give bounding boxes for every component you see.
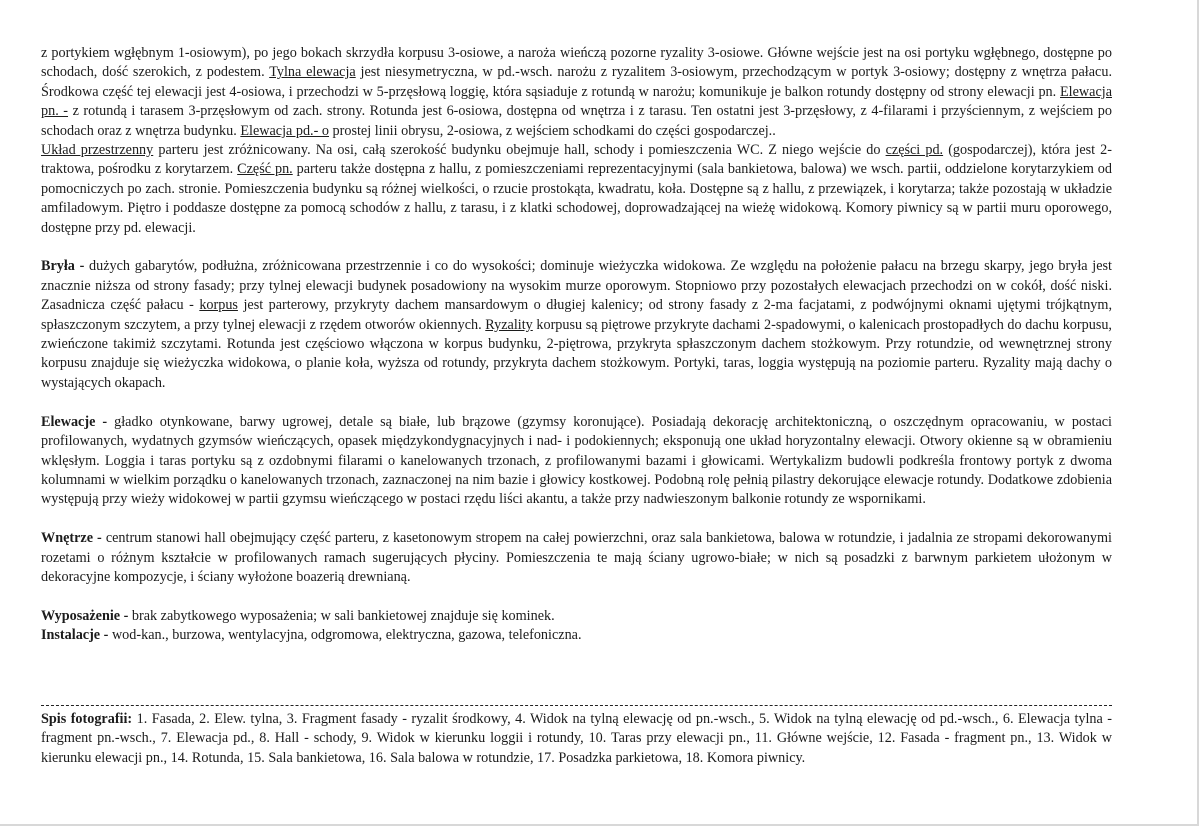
underlined-term: Część pn.: [237, 161, 293, 178]
underlined-term: korpus: [199, 297, 238, 314]
section-label: Elewacje -: [41, 413, 108, 430]
paragraph-wnetrze: Wnętrze - centrum stanowi hall obejmujący część parteru, z kasetonowym stropem na całej powierzchni, oraz sala bankietowa, balowa w rotundzie, i jadalnia ze stropami dekorowanymi rozetami o różnym kształcie w profilowanych ramach sugerujących płyciny. Pomieszczenia te mają ściany ugrowo-białe; w nich są posadzki z barwnym parkietem ułożonym w dekoracyjne kompozycje, i ściany wyłożone boazerią drewnianą.: [41, 530, 1112, 585]
section-label: Bryła -: [41, 258, 85, 275]
underlined-term: Elewacja pn. -: [41, 83, 1112, 120]
paragraph-spis: Spis fotografii: 1. Fasada, 2. Elew. tylna, 3. Fragment fasady - ryzalit środkowy, 4. Widok na tylną elewację od pn.-wsch., 5. Widok na tylną elewację od pd.-wsch., 6. Elewacja tylna - fragment pn.-wsch., 7. Elewacja pd., 8. Hall - schody, 9. Widok w kierunku loggii i rotundy, 10. Taras przy elewacji pn., 11. Główne wejście, 12. Fasada - fragment pn., 13. Widok w kierunku elewacji pn., 14. Rotunda, 15. Sala bankietowa, 16. Sala balowa w rotundzie, 17. Posadzka parkietowa, 18. Komora piwnicy.: [41, 711, 1112, 766]
paragraph-facade: z portykiem wgłębnym 1-osiowym), po jego bokach skrzydła korpusu 3-osiowe, a naroża wieńczą pozorne ryzality 3-osiowe. Główne wejście jest na osi portyku wgłębnego, dostępne po schodach, dość szerokich, z podestem. Tylna elewacja jest niesymetryczna, w pd.-wsch. narożu z ryzalitem 3-osiowym, przechodzącym w portyk 3-osiowy; dostępny z wnętrza pałacu. Środkowa część tej elewacji jest 4-osiowa, i przechodzi w 5-przęsłową loggię, która sąsiaduje z rotundą w narożu; komunikuje je balkon rotundy dostępny od strony elewacji pn. Elewacja pn. - z rotundą i tarasem 3-przęsłowym od zach. strony. Rotunda jest 6-osiowa, dostępna od wnętrza i z tarasu. Ten ostatni jest 3-przęsłowy, z 4-filarami i przyściennym, z wejściem po schodach oraz z wnętrza budynku. Elewacja pd.- o prostej linii obrysu, 2-osiowa, z wejściem schodkami do części gospodarczej..: [41, 45, 1112, 139]
section-label: Wyposażenie -: [41, 607, 129, 624]
section-label: Instalacje -: [41, 627, 109, 644]
section-label: Spis fotografii:: [41, 711, 133, 727]
section-label: Wnętrze -: [41, 530, 102, 547]
paragraph-elewacje: Elewacje - gładko otynkowane, barwy ugrowej, detale są białe, lub brązowe (gzymsy koronujące). Posiadają dekorację architektoniczną, o oszczędnym opracowaniu, w postaci profilowanych, wydatnych gzymsów wieńczących, opasek międzykondygnacyjnych i nad- i podokiennych; eksponują one układ horyzontalny elewacji. Otwory okienne są w obramieniu wklęsłym. Loggia i taras portyku są z ozdobnymi filarami o kanelowanych trzonach, z profilowanymi bazami i głowicami. Wertykalizm budowli podkreśla frontowy portyk z dwoma kolumnami w wielkim porządku o kanelowanych trzonach, zaznaczonej na nim bazie i głowicy kostkowej. Podobną rolę pełnią pilastry dekorujące elewacje rotundy. Dodatkowe zdobienia występują przy wieży widokowej w partii gzymsu wieńczącego w postaci rzędu liści akantu, a także przy nadwieszonym balkonie rotundy ze wspornikami.: [41, 413, 1113, 508]
paragraph-wyposazenie: Wyposażenie - brak zabytkowego wyposażenia; w sali bankietowej znajduje się kominek.: [41, 607, 555, 624]
underlined-term: Tylna elewacja: [269, 64, 356, 81]
underlined-term: Elewacja pd.- o: [240, 122, 329, 139]
underlined-term: Układ przestrzenny: [41, 142, 154, 159]
photo-list: [41, 710, 1112, 768]
dashed-divider: [41, 705, 1112, 706]
paragraph-bryla: Bryła - dużych gabarytów, podłużna, zróżnicowana przestrzennie i co do wysokości; dominuje wieżyczka widokowa. Ze względu na położenie pałacu na brzegu skarpy, jego bryła jest znacznie niższa od strony fasady; przy tylnej elewacji budynek posadowiony na wysokim murze oporowym. Stopniowo przy pozostałych elewacjach przechodzi on w cokół, dość niski. Zasadnicza część pałacu - korpus jest parterowy, przykryty dachem mansardowym o długiej kalenicy; od strony fasady z 2-ma facjatami, z podwójnymi oknami ujętymi trójkątnym, spłaszczonym szczytem, a przy tylnej elewacji z rzędem otworów okiennych. Ryzality korpusu są piętrowe przykryte dachami 2-spadowymi, o kalenicach prostopadłych do dachu korpusu, zwieńczone takimiż szczytami. Rotunda jest częściowo włączona w korpus budynku, 2-piętrowa, przykryta spłaszczonym dachem stożkowym. Przy rotundzie, od wewnętrznej strony korpusu znajduje się wieżyczka widokowa, o planie koła, wyższa od rotundy, przykryta dachem stożkowym. Portyki, taras, loggia występują na poziomie parteru. Ryzality mają dachy o wystających okapach.: [41, 258, 1112, 391]
paragraph-instalacje: Instalacje - wod-kan., burzowa, wentylacyjna, odgromowa, elektryczna, gazowa, telefoniczna.: [41, 627, 582, 644]
underlined-term: części pd.: [885, 142, 944, 159]
paragraph-layout: Układ przestrzenny parteru jest zróżnicowany. Na osi, całą szerokość budynku obejmuje hall, schody i pomieszczenia WC. Z niego wejście do części pd. (gospodarczej), która jest 2-traktowa, pośrodku z korytarzem. Część pn. parteru także dostępna z hallu, z pomieszczeniami reprezentacyjnymi (sala bankietowa, balowa) we wsch. partii, oddzielone korytarzykiem od pomocniczych po zach. stronie. Pomieszczenia budynku są różnej wielkości, o rzucie prostokąta, kwadratu, koła. Dostępne są z hallu, z przewiązek, i korytarza; także pozostają w układzie amfiladowym. Piętro i poddasze dostępne za pomocą schodów z hallu, z tarasu, i z klatki schodowej, doprowadzającej na wieżę widokową. Komory piwnicy są w partii muru oporowego, dostępne przy pd. elewacji.: [41, 142, 1113, 236]
underlined-term: Ryzality: [485, 316, 533, 333]
document-text: [41, 44, 1112, 646]
